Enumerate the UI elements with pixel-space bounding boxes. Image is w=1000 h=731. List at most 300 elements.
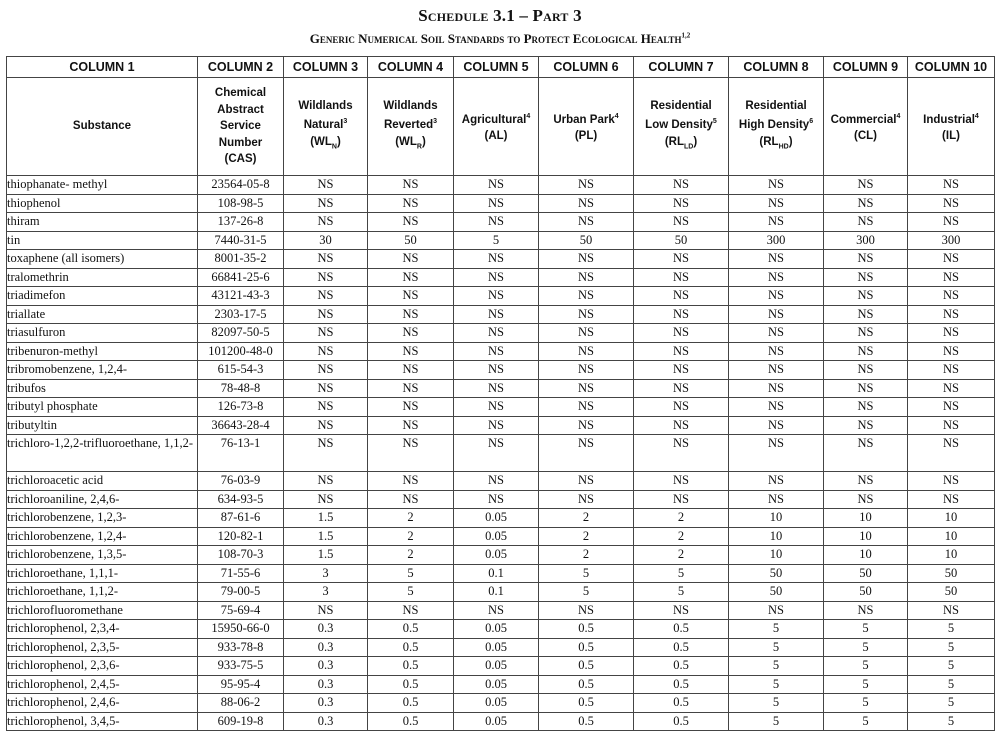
standard-value-cell: NS [284, 324, 368, 343]
cas-cell: 634-93-5 [198, 490, 284, 509]
header-text: Residential [745, 99, 807, 112]
cas-cell: 43121-43-3 [198, 287, 284, 306]
standard-value-cell: 0.05 [454, 638, 539, 657]
standard-value-cell: NS [368, 416, 454, 435]
standard-value-cell: NS [454, 379, 539, 398]
standard-value-cell: NS [539, 398, 634, 417]
standard-value-cell: NS [284, 472, 368, 491]
standard-value-cell: 5 [908, 638, 995, 657]
header-text: Agricultural [461, 113, 527, 126]
header-text: Chemical [214, 87, 267, 100]
standard-value-cell: 0.5 [634, 638, 729, 657]
standard-value-cell: NS [634, 268, 729, 287]
standard-value-cell: 0.5 [539, 712, 634, 731]
standard-value-cell: 5 [824, 694, 908, 713]
standard-value-cell: 5 [729, 638, 824, 657]
standard-value-cell: NS [634, 342, 729, 361]
header-text: Low Density [645, 119, 713, 132]
standard-value-cell: NS [729, 379, 824, 398]
standard-value-cell: NS [539, 361, 634, 380]
table-row [7, 231, 995, 250]
standard-value-cell: NS [729, 472, 824, 491]
header-text: Urban Park [553, 113, 615, 126]
standard-value-cell: NS [368, 472, 454, 491]
substance-cell: triallate [7, 305, 198, 324]
header-text: Natural [303, 119, 344, 132]
cas-cell: 76-03-9 [198, 472, 284, 491]
table-row [7, 194, 995, 213]
column-number-row [7, 57, 995, 78]
standard-value-cell: NS [908, 250, 995, 269]
table-row [7, 250, 995, 269]
standard-value-cell: NS [539, 490, 634, 509]
standard-value-cell: NS [284, 361, 368, 380]
header-abbr: ) [693, 135, 698, 148]
standard-value-cell: NS [634, 213, 729, 232]
standard-value-cell: NS [539, 601, 634, 620]
substance-cell: tin [7, 231, 198, 250]
standard-value-cell: 0.05 [454, 712, 539, 731]
standard-value-cell: 5 [729, 712, 824, 731]
footnote-ref: 6 [809, 118, 814, 126]
standard-value-cell: NS [454, 268, 539, 287]
standard-value-cell: NS [908, 416, 995, 435]
header-abbr: (RL [759, 135, 779, 148]
standard-value-cell: 5 [729, 620, 824, 639]
table-row [7, 620, 995, 639]
standard-value-cell: NS [284, 435, 368, 472]
table-row [7, 324, 995, 343]
standard-value-cell: 2 [634, 546, 729, 565]
standard-value-cell: 0.5 [634, 712, 729, 731]
page-subtitle [0, 31, 1000, 47]
standard-value-cell: 0.5 [368, 638, 454, 657]
header-agricultural [454, 78, 539, 176]
standard-value-cell: 50 [908, 564, 995, 583]
standard-value-cell: 0.05 [454, 546, 539, 565]
standard-value-cell: NS [908, 435, 995, 472]
standard-value-cell: 5 [368, 583, 454, 602]
standard-value-cell: NS [368, 268, 454, 287]
standard-value-cell: NS [908, 176, 995, 195]
header-wildlands-reverted [368, 78, 454, 176]
header-abbr-sub: HD [778, 142, 789, 150]
substance-cell: trichlorophenol, 2,3,4- [7, 620, 198, 639]
standard-value-cell: NS [539, 268, 634, 287]
footnote-ref: 5 [712, 118, 717, 126]
standard-value-cell: NS [284, 305, 368, 324]
standard-value-cell: NS [729, 601, 824, 620]
standard-value-cell: 0.05 [454, 675, 539, 694]
standard-value-cell: NS [634, 305, 729, 324]
header-text: Abstract [217, 103, 264, 116]
header-text: Residential [650, 99, 712, 112]
substance-cell: trichlorophenol, 2,4,6- [7, 694, 198, 713]
standard-value-cell: 5 [824, 638, 908, 657]
standard-value-cell: 2 [634, 527, 729, 546]
standard-value-cell: NS [368, 379, 454, 398]
header-abbr-sub: R [416, 142, 422, 150]
table-row [7, 342, 995, 361]
standard-value-cell: NS [908, 268, 995, 287]
header-abbr: (CL) [854, 129, 877, 142]
standard-value-cell: 0.5 [634, 657, 729, 676]
standard-value-cell: NS [539, 342, 634, 361]
substance-cell: trichlorophenol, 2,3,5- [7, 638, 198, 657]
standard-value-cell: 0.5 [634, 675, 729, 694]
table-row [7, 213, 995, 232]
column-number: COLUMN 8 [729, 57, 824, 78]
substance-cell: toxaphene (all isomers) [7, 250, 198, 269]
standard-value-cell: 50 [729, 564, 824, 583]
footnote-ref: 3 [343, 118, 348, 126]
cas-cell: 87-61-6 [198, 509, 284, 528]
table-row [7, 398, 995, 417]
table-row [7, 379, 995, 398]
standard-value-cell: NS [634, 472, 729, 491]
header-abbr: (IL) [942, 129, 960, 142]
cas-cell: 82097-50-5 [198, 324, 284, 343]
table-row [7, 490, 995, 509]
standard-value-cell: 0.3 [284, 657, 368, 676]
standard-value-cell: NS [634, 194, 729, 213]
standard-value-cell: 0.5 [368, 694, 454, 713]
standard-value-cell: 0.5 [539, 657, 634, 676]
standard-value-cell: NS [634, 324, 729, 343]
standard-value-cell: NS [368, 305, 454, 324]
standard-value-cell: 50 [824, 583, 908, 602]
standard-value-cell: NS [729, 416, 824, 435]
table-row [7, 509, 995, 528]
standard-value-cell: 10 [824, 527, 908, 546]
standard-value-cell: 1.5 [284, 546, 368, 565]
standard-value-cell: NS [284, 416, 368, 435]
standard-value-cell: NS [824, 361, 908, 380]
standard-value-cell: NS [824, 490, 908, 509]
standard-value-cell: 0.3 [284, 675, 368, 694]
cas-cell: 36643-28-4 [198, 416, 284, 435]
cas-cell: 108-70-3 [198, 546, 284, 565]
standard-value-cell: NS [368, 324, 454, 343]
standard-value-cell: NS [368, 342, 454, 361]
table-row [7, 472, 995, 491]
standard-value-cell: 5 [824, 712, 908, 731]
table-row [7, 638, 995, 657]
standard-value-cell: 300 [824, 231, 908, 250]
cas-cell: 120-82-1 [198, 527, 284, 546]
standard-value-cell: NS [908, 398, 995, 417]
standard-value-cell: 0.05 [454, 509, 539, 528]
standard-value-cell: 0.5 [539, 694, 634, 713]
header-wildlands-natural [284, 78, 368, 176]
standard-value-cell: NS [824, 398, 908, 417]
standard-value-cell: NS [634, 398, 729, 417]
column-number: COLUMN 5 [454, 57, 539, 78]
standard-value-cell: NS [634, 379, 729, 398]
standard-value-cell: NS [454, 324, 539, 343]
standard-value-cell: NS [908, 194, 995, 213]
cas-cell: 137-26-8 [198, 213, 284, 232]
page-title: Schedule 3.1 – Part 3 [418, 6, 582, 25]
standard-value-cell: NS [729, 287, 824, 306]
standard-value-cell: NS [539, 250, 634, 269]
standard-value-cell: NS [908, 213, 995, 232]
standard-value-cell: NS [824, 379, 908, 398]
cas-cell: 88-06-2 [198, 694, 284, 713]
standard-value-cell: NS [368, 601, 454, 620]
column-number: COLUMN 7 [634, 57, 729, 78]
header-abbr: ) [336, 135, 341, 148]
standard-value-cell: NS [284, 194, 368, 213]
table-row [7, 657, 995, 676]
standard-value-cell: 10 [908, 546, 995, 565]
standard-value-cell: 10 [729, 509, 824, 528]
standard-value-cell: NS [908, 287, 995, 306]
standard-value-cell: 0.3 [284, 638, 368, 657]
standard-value-cell: NS [824, 194, 908, 213]
standard-value-cell: NS [284, 287, 368, 306]
standard-value-cell: NS [729, 213, 824, 232]
standard-value-cell: 0.05 [454, 620, 539, 639]
standard-value-cell: NS [284, 176, 368, 195]
standard-value-cell: NS [284, 213, 368, 232]
standard-value-cell: NS [908, 342, 995, 361]
standard-value-cell: NS [454, 194, 539, 213]
header-abbr-sub: N [331, 142, 337, 150]
standard-value-cell: NS [729, 176, 824, 195]
soil-standards-table [6, 56, 995, 731]
standard-value-cell: 5 [908, 675, 995, 694]
standard-value-cell: NS [368, 398, 454, 417]
standard-value-cell: 50 [634, 231, 729, 250]
standard-value-cell: 10 [729, 546, 824, 565]
standard-value-cell: NS [284, 490, 368, 509]
header-text: Reverted [383, 119, 434, 132]
standard-value-cell: NS [454, 342, 539, 361]
standard-value-cell: NS [908, 601, 995, 620]
header-residential-low-density [634, 78, 729, 176]
table-row [7, 361, 995, 380]
standard-value-cell: NS [539, 324, 634, 343]
standard-value-cell: 2 [368, 527, 454, 546]
standard-value-cell: NS [284, 398, 368, 417]
standard-value-cell: NS [908, 490, 995, 509]
standard-value-cell: NS [539, 435, 634, 472]
table-row [7, 416, 995, 435]
column-header-row [7, 78, 995, 176]
header-cas [198, 78, 284, 176]
column-number: COLUMN 3 [284, 57, 368, 78]
cas-cell: 933-78-8 [198, 638, 284, 657]
cas-cell: 933-75-5 [198, 657, 284, 676]
table-row [7, 268, 995, 287]
standard-value-cell: 0.5 [539, 638, 634, 657]
standard-value-cell: NS [729, 342, 824, 361]
standard-value-cell: NS [454, 435, 539, 472]
substance-cell: trichlorobenzene, 1,2,4- [7, 527, 198, 546]
standard-value-cell: 300 [729, 231, 824, 250]
standard-value-cell: NS [908, 324, 995, 343]
standard-value-cell: NS [824, 176, 908, 195]
column-number: COLUMN 6 [539, 57, 634, 78]
cas-cell: 609-19-8 [198, 712, 284, 731]
standard-value-cell: 0.3 [284, 694, 368, 713]
standard-value-cell: NS [368, 176, 454, 195]
standard-value-cell: 50 [824, 564, 908, 583]
header-text: Commercial [830, 113, 897, 126]
standard-value-cell: 2 [634, 509, 729, 528]
header-text: (CAS) [224, 153, 257, 166]
standard-value-cell: NS [824, 268, 908, 287]
standard-value-cell: NS [634, 361, 729, 380]
substance-cell: triasulfuron [7, 324, 198, 343]
substance-cell: triadimefon [7, 287, 198, 306]
cas-cell: 7440-31-5 [198, 231, 284, 250]
substance-cell: trichloroethane, 1,1,2- [7, 583, 198, 602]
cas-cell: 126-73-8 [198, 398, 284, 417]
standard-value-cell: NS [454, 472, 539, 491]
column-number: COLUMN 2 [198, 57, 284, 78]
table-row [7, 527, 995, 546]
standard-value-cell: NS [729, 305, 824, 324]
standard-value-cell: NS [824, 472, 908, 491]
standard-value-cell: NS [454, 361, 539, 380]
standard-value-cell: 5 [729, 675, 824, 694]
standard-value-cell: NS [368, 213, 454, 232]
standard-value-cell: NS [284, 268, 368, 287]
standard-value-cell: NS [454, 416, 539, 435]
table-row [7, 675, 995, 694]
standard-value-cell: 2 [539, 546, 634, 565]
standard-value-cell: 0.5 [539, 620, 634, 639]
substance-cell: trichlorophenol, 2,4,5- [7, 675, 198, 694]
substance-cell: tralomethrin [7, 268, 198, 287]
header-text: Number [218, 136, 263, 149]
cas-cell: 15950-66-0 [198, 620, 284, 639]
standard-value-cell: 0.5 [368, 657, 454, 676]
standard-value-cell: NS [729, 361, 824, 380]
substance-cell: trichlorophenol, 2,3,6- [7, 657, 198, 676]
standard-value-cell: NS [824, 435, 908, 472]
table-row [7, 435, 995, 472]
standard-value-cell: NS [454, 213, 539, 232]
header-text: Service [220, 120, 261, 133]
header-text: High Density [738, 119, 810, 132]
header-commercial [824, 78, 908, 176]
cas-cell: 78-48-8 [198, 379, 284, 398]
standard-value-cell: 0.5 [539, 675, 634, 694]
column-number: COLUMN 10 [908, 57, 995, 78]
standard-value-cell: NS [908, 472, 995, 491]
standard-value-cell: 0.5 [634, 620, 729, 639]
standard-value-cell: NS [539, 194, 634, 213]
standard-value-cell: NS [824, 342, 908, 361]
cas-cell: 108-98-5 [198, 194, 284, 213]
cas-cell: 8001-35-2 [198, 250, 284, 269]
standard-value-cell: NS [634, 176, 729, 195]
standard-value-cell: NS [824, 305, 908, 324]
standard-value-cell: 50 [729, 583, 824, 602]
standard-value-cell: 0.05 [454, 527, 539, 546]
standard-value-cell: 50 [368, 231, 454, 250]
standard-value-cell: 0.5 [368, 675, 454, 694]
standard-value-cell: NS [368, 490, 454, 509]
substance-cell: trichlorobenzene, 1,3,5- [7, 546, 198, 565]
standard-value-cell: NS [284, 342, 368, 361]
header-abbr: ) [788, 135, 793, 148]
header-text: Substance [72, 120, 132, 133]
standard-value-cell: NS [729, 194, 824, 213]
standard-value-cell: NS [824, 601, 908, 620]
table-row [7, 305, 995, 324]
cas-cell: 79-00-5 [198, 583, 284, 602]
standard-value-cell: NS [634, 416, 729, 435]
substance-cell: tribenuron-methyl [7, 342, 198, 361]
standard-value-cell: 5 [824, 675, 908, 694]
standard-value-cell: NS [729, 490, 824, 509]
standard-value-cell: NS [454, 250, 539, 269]
cas-cell: 95-95-4 [198, 675, 284, 694]
footnote-ref: 4 [614, 112, 619, 120]
substance-cell: trichlorobenzene, 1,2,3- [7, 509, 198, 528]
standard-value-cell: 5 [729, 657, 824, 676]
header-abbr: (WL [310, 135, 332, 148]
substance-cell: thiophenol [7, 194, 198, 213]
standard-value-cell: NS [539, 287, 634, 306]
cas-cell: 2303-17-5 [198, 305, 284, 324]
standard-value-cell: 10 [729, 527, 824, 546]
standard-value-cell: NS [454, 287, 539, 306]
header-abbr: (AL) [484, 129, 508, 142]
standard-value-cell: NS [824, 213, 908, 232]
header-abbr: (WL [395, 135, 417, 148]
standard-value-cell: 10 [908, 527, 995, 546]
standard-value-cell: 0.05 [454, 694, 539, 713]
substance-cell: trichloroacetic acid [7, 472, 198, 491]
cas-cell: 71-55-6 [198, 564, 284, 583]
header-residential-high-density [729, 78, 824, 176]
standard-value-cell: NS [368, 435, 454, 472]
standard-value-cell: NS [284, 250, 368, 269]
standard-value-cell: NS [454, 398, 539, 417]
standard-value-cell: NS [368, 287, 454, 306]
header-abbr: (RL [664, 135, 684, 148]
table-row [7, 564, 995, 583]
standard-value-cell: NS [539, 472, 634, 491]
standard-value-cell: NS [539, 305, 634, 324]
standard-value-cell: NS [908, 305, 995, 324]
standard-value-cell: 0.3 [284, 620, 368, 639]
table-row [7, 176, 995, 195]
standard-value-cell: 10 [908, 509, 995, 528]
cas-cell: 66841-25-6 [198, 268, 284, 287]
table-body [7, 176, 995, 731]
standard-value-cell: 5 [824, 657, 908, 676]
footnote-ref: 4 [896, 112, 901, 120]
standard-value-cell: 5 [729, 694, 824, 713]
standard-value-cell: NS [908, 379, 995, 398]
standard-value-cell: 0.1 [454, 583, 539, 602]
standard-value-cell: 3 [284, 583, 368, 602]
header-abbr-sub: LD [683, 142, 694, 150]
table-row [7, 583, 995, 602]
standard-value-cell: NS [729, 398, 824, 417]
standard-value-cell: NS [284, 379, 368, 398]
table-row [7, 287, 995, 306]
standard-value-cell: 300 [908, 231, 995, 250]
standard-value-cell: NS [634, 287, 729, 306]
cas-cell: 23564-05-8 [198, 176, 284, 195]
